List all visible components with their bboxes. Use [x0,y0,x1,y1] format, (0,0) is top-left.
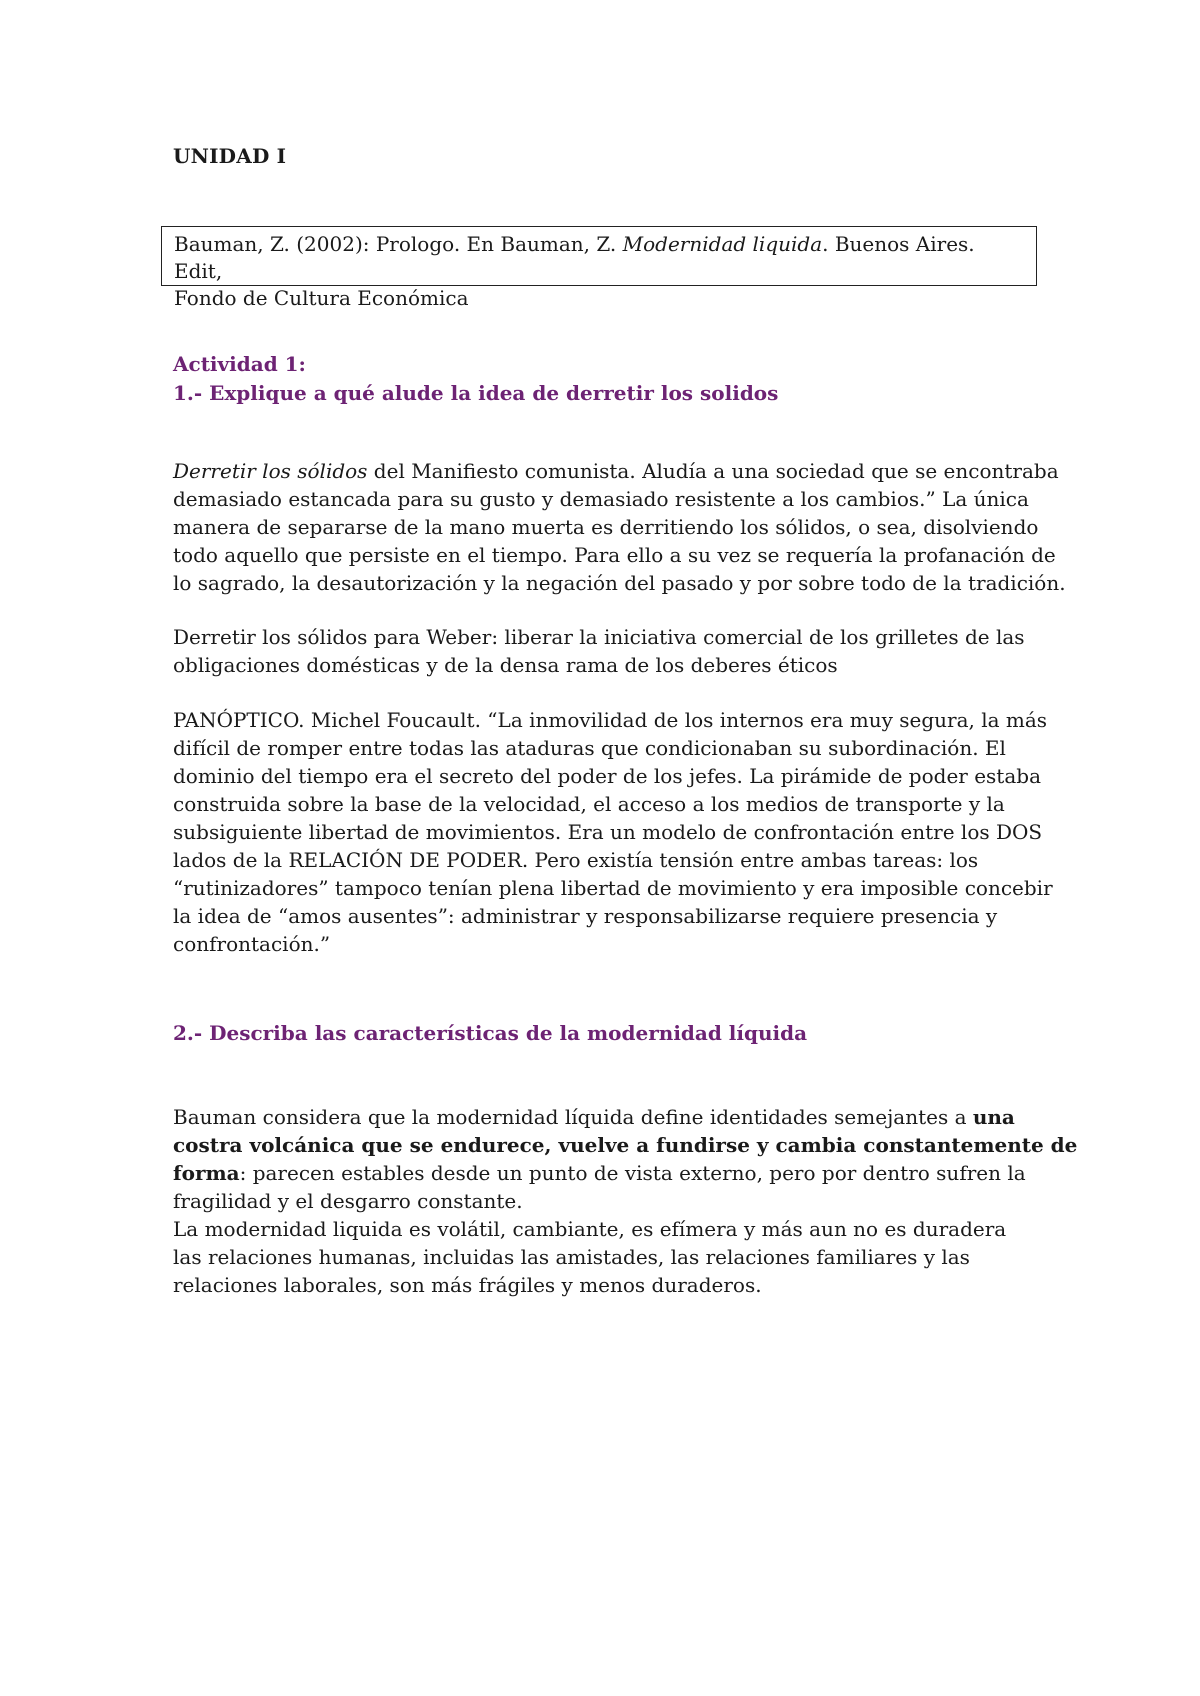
citation-publisher: . Buenos Aires. Edit, [174,232,975,283]
paragraph-line: “rutinizadores” tampoco tenían plena libertad de movimiento y era imposible concebir [173,876,1053,900]
paragraph-line: relaciones laborales, son más frágiles y menos duraderos. [173,1273,762,1297]
activity-heading-block [173,350,778,408]
paragraph-modernidad-liquida [173,1103,1078,1299]
paragraph-line: dominio del tiempo era el secreto del poder de los jefes. La pirámide de poder estaba [173,764,1041,788]
paragraph-line: Derretir los sólidos para Weber: liberar la iniciativa comercial de los grilletes de las [173,625,1025,649]
paragraph-line: confrontación.” [173,932,331,956]
paragraph-line: difícil de romper entre todas las ataduras que condicionaban su subordinación. El [173,736,1006,760]
question-2: 2.- Describa las características de la modernidad líquida [173,1021,808,1045]
paragraph-line: lados de la RELACIÓN DE PODER. Pero existía tensión entre ambas tareas: los [173,848,979,872]
italic-lead: Derretir los sólidos [173,459,368,483]
paragraph-line: obligaciones domésticas y de la densa rama de los deberes éticos [173,653,838,677]
paragraph-line: subsiguiente libertad de movimientos. Era un modelo de confrontación entre los DOS [173,820,1043,844]
paragraph-weber [173,623,1053,679]
paragraph-line: todo aquello que persiste en el tiempo. Para ello a su vez se requería la profanación de [173,543,1056,567]
bold-phrase: una [972,1105,1015,1129]
paragraph-panoptico [173,706,1053,958]
citation-authors: Bauman, Z. (2002): Prologo. En Bauman, Z. [174,232,623,256]
paragraph-line: lo sagrado, la desautorización y la negación del pasado y por sobre todo de la tradición. [173,571,1066,595]
question-2-block [173,1019,807,1048]
paragraph-line: PANÓPTICO. Michel Foucault. “La inmovilidad de los internos era muy segura, la más [173,708,1048,732]
paragraph-line: Bauman considera que la modernidad líquida define identidades semejantes a una [173,1105,1015,1129]
question-1: 1.- Explique a qué alude la idea de derretir los solidos [173,381,779,405]
bold-phrase: costra volcánica que se endurece, vuelve a fundirse y cambia constantemente de [173,1133,1078,1157]
paragraph-line: Derretir los sólidos del Manifiesto comunista. Aludía a una sociedad que se encontraba [173,459,1059,483]
paragraph-line: construida sobre la base de la velocidad, el acceso a los medios de transporte y la [173,792,1005,816]
paragraph-derretir-solidos [173,457,1066,597]
activity-label: Actividad 1: [173,352,306,376]
citation-line-1 [174,231,1024,285]
paragraph-line: demasiado estancada para su gusto y demasiado resistente a los cambios.” La única [173,487,1029,511]
bold-phrase: forma [173,1161,240,1185]
paragraph-line [173,1131,1078,1159]
paragraph-line: la idea de “amos ausentes”: administrar y responsabilizarse requiere presencia y [173,904,998,928]
paragraph-line: La modernidad liquida es volátil, cambiante, es efímera y más aun no es duradera [173,1217,1007,1241]
citation-box [161,226,1037,310]
paragraph-line: forma: parecen estables desde un punto de vista externo, pero por dentro sufren la [173,1161,1026,1185]
unit-title: UNIDAD I [173,144,287,168]
paragraph-line: manera de separarse de la mano muerta es derritiendo los sólidos, o sea, disolviendo [173,515,1039,539]
citation-line-2: Fondo de Cultura Económica [174,286,469,310]
citation-book-title: Modernidad liquida [622,232,823,256]
paragraph-line: fragilidad y el desgarro constante. [173,1189,523,1213]
paragraph-line: las relaciones humanas, incluidas las amistades, las relaciones familiares y las [173,1245,970,1269]
